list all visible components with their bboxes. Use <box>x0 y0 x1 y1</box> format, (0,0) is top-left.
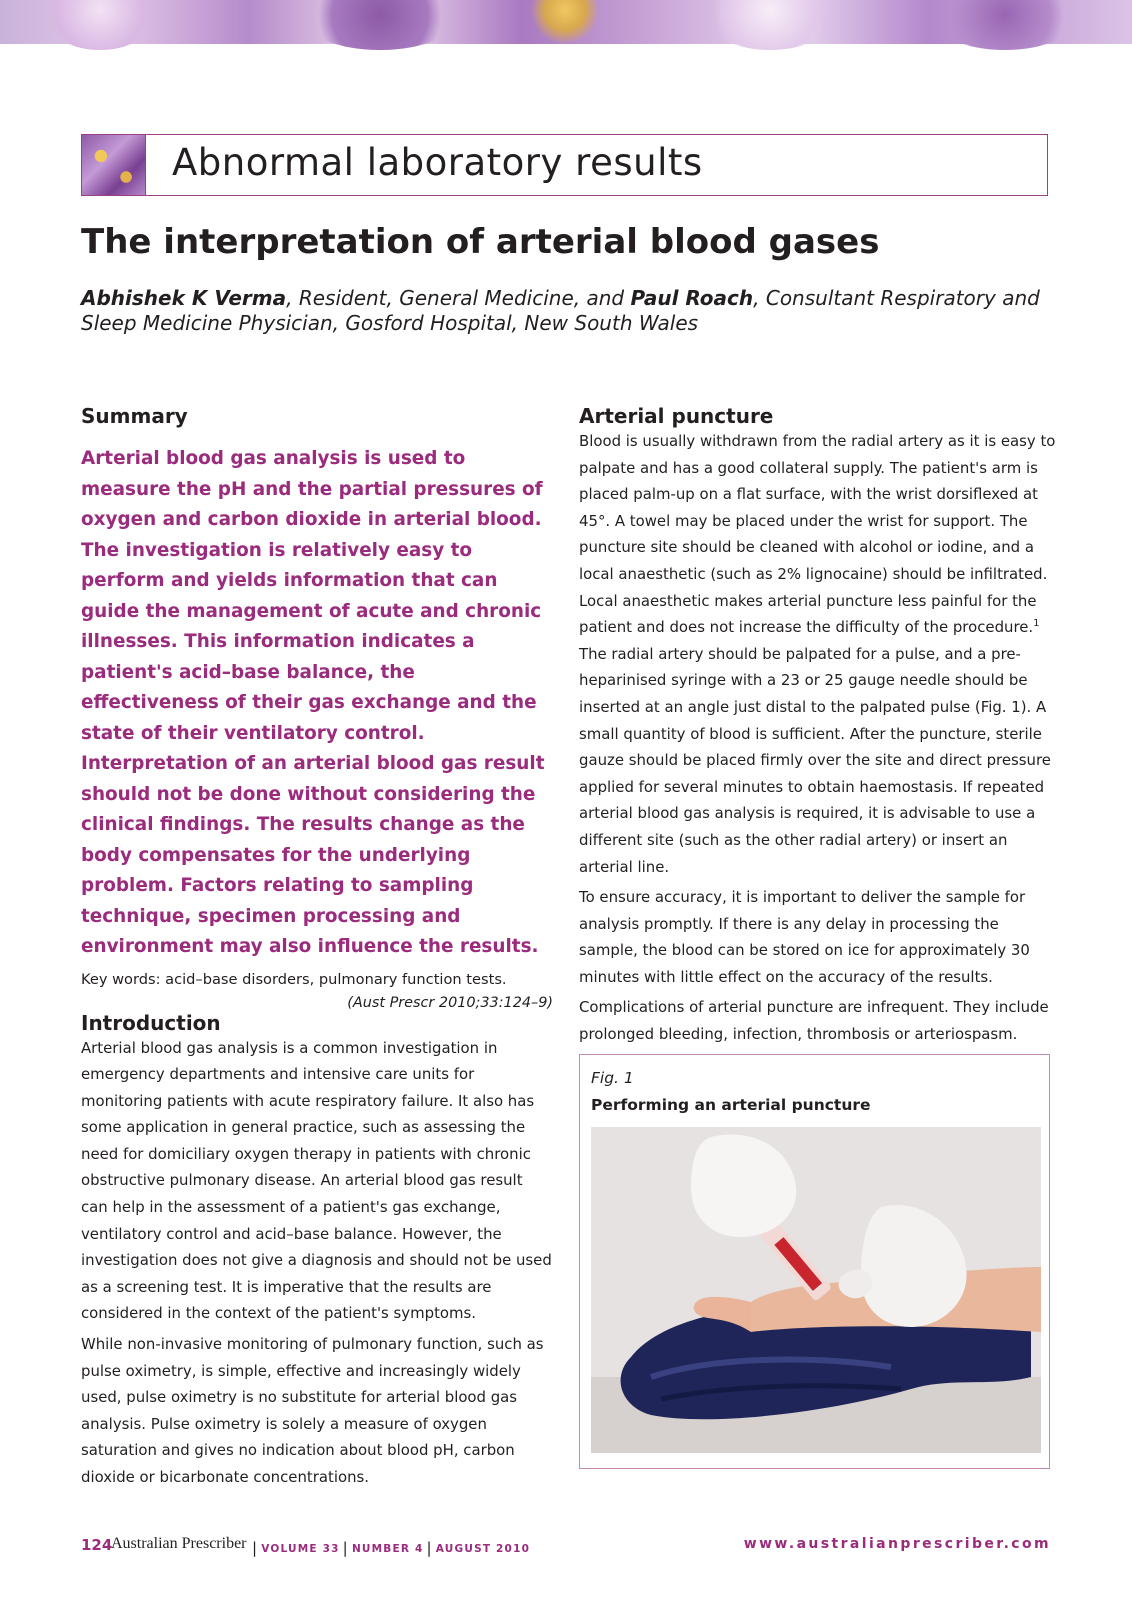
author-2-name: Paul Roach <box>630 286 754 310</box>
author-line <box>81 286 1041 336</box>
arterial-puncture-paragraph-3: Complications of arterial puncture are infrequent. They include prolonged bleeding, infection, thrombosis or arteriospasm. <box>579 998 1049 1044</box>
introduction-heading: Introduction <box>81 1010 221 1035</box>
arterial-puncture-photo <box>591 1127 1041 1453</box>
left-column <box>81 404 553 1491</box>
arterial-puncture-heading: Arterial puncture <box>579 404 774 428</box>
author-1-role: , Resident, General Medicine, and <box>286 286 631 310</box>
paragraph-text: Blood is usually withdrawn from the radial artery as it is easy to palpate and has a good collateral supply. The patient's arm is placed palm-up on a flat surface, with the wrist dorsiflexed at 45°. A towel may be placed under the wrist for support. The puncture site should be cleaned with alcohol or iodine, and a local anaesthetic (such as 2% lignocaine) should be infiltrated. Local anaesthetic makes arterial puncture less painful for the patient and does not increase the difficulty of the procedure. <box>579 432 1056 637</box>
website-link[interactable]: www.australianprescriber.com <box>743 1536 1051 1552</box>
separator: | <box>426 1539 433 1557</box>
author-1-name: Abhishek K Verma <box>81 286 287 310</box>
page-footer <box>81 1536 1051 1560</box>
page-number: 124 <box>81 1536 113 1554</box>
introduction-paragraph-2: While non-invasive monitoring of pulmonary function, such as pulse oximetry, is simple, effective and increasingly widely used, pulse oximetry is no substitute for arterial blood gas analysis. Pulse oximetry is solely a measure of oxygen saturation and gives no indication about blood pH, carbon dioxide or bicarbonate concentrations. <box>81 1335 544 1486</box>
section-thumbnail-image <box>82 135 146 195</box>
issue-number: NUMBER 4 <box>351 1543 424 1555</box>
figure-label: Fig. 1 <box>591 1069 634 1087</box>
reference-superscript[interactable]: 1 <box>1033 618 1040 630</box>
section-banner <box>81 134 1048 196</box>
section-title: Abnormal laboratory results <box>172 141 703 184</box>
introduction-paragraph-1: Arterial blood gas analysis is a common investigation in emergency departments and intensive care units for monitoring patients with acute respiratory failure. It also has some application in general practice, such as assessing the need for domiciliary oxygen therapy in patients with chronic obstructive pulmonary disease. An arterial blood gas result can help in the assessment of a patient's gas exchange, ventilatory control and acid–base balance. However, the investigation does not give a diagnosis and should not be used as a screening test. It is imperative that the results are considered in the context of the patient's symptoms. <box>81 1038 552 1323</box>
citation: (Aust Prescr 2010;33:124–9) <box>347 994 553 1011</box>
header-decorative-band <box>0 0 1132 44</box>
arterial-puncture-paragraph-1 <box>579 428 1059 880</box>
separator: | <box>252 1539 259 1557</box>
right-column <box>579 404 1059 1048</box>
keywords: Key words: acid–base disorders, pulmonary function tests. <box>81 970 507 988</box>
figure-1 <box>579 1054 1050 1469</box>
journal-name: Australian Prescriber <box>111 1535 247 1552</box>
author-2-role: , Consultant Respiratory and Sleep Medicine Physician, Gosford Hospital, New South Wales <box>81 286 1040 335</box>
arterial-puncture-paragraph-2: To ensure accuracy, it is important to deliver the sample for analysis promptly. If there is any delay in processing the sample, the blood can be stored on ice for approximately 30 minutes with little effect on the accuracy of the results. <box>579 888 1030 986</box>
issue-info <box>249 1538 530 1556</box>
figure-caption: Performing an arterial puncture <box>591 1096 871 1114</box>
separator: | <box>342 1539 349 1557</box>
arterial-puncture-illustration <box>591 1127 1041 1453</box>
issue-date: AUGUST 2010 <box>435 1543 531 1555</box>
article-title: The interpretation of arterial blood gases <box>81 222 880 262</box>
paragraph-text: The radial artery should be palpated for a pulse, and a pre-heparinised syringe with a 23 or 25 gauge needle should be inserted at an angle just distal to the palpated pulse (Fig. 1). A small quantity of blood is sufficient. After the puncture, sterile gauze should be placed firmly over the site and direct pressure applied for several minutes to obtain haemostasis. If repeated arterial blood gas analysis is required, it is advisable to use a different site (such as the other radial artery) or insert an arterial line. <box>579 644 1051 876</box>
summary-heading: Summary <box>81 404 188 428</box>
volume: VOLUME 33 <box>261 1543 340 1555</box>
summary-text: Arterial blood gas analysis is used to measure the pH and the partial pressures of oxygen and carbon dioxide in arterial blood. The investigation is relatively easy to perform and yields information that can guide the management of acute and chronic illnesses. This information indicates a patient's acid–base balance, the effectiveness of their gas exchange and the state of their ventilatory control. Interpretation of an arterial blood gas result should not be done without considering the clinical findings. The results change as the body compensates for the underlying problem. Factors relating to sampling technique, specimen processing and environment may also influence the results. <box>81 448 545 957</box>
